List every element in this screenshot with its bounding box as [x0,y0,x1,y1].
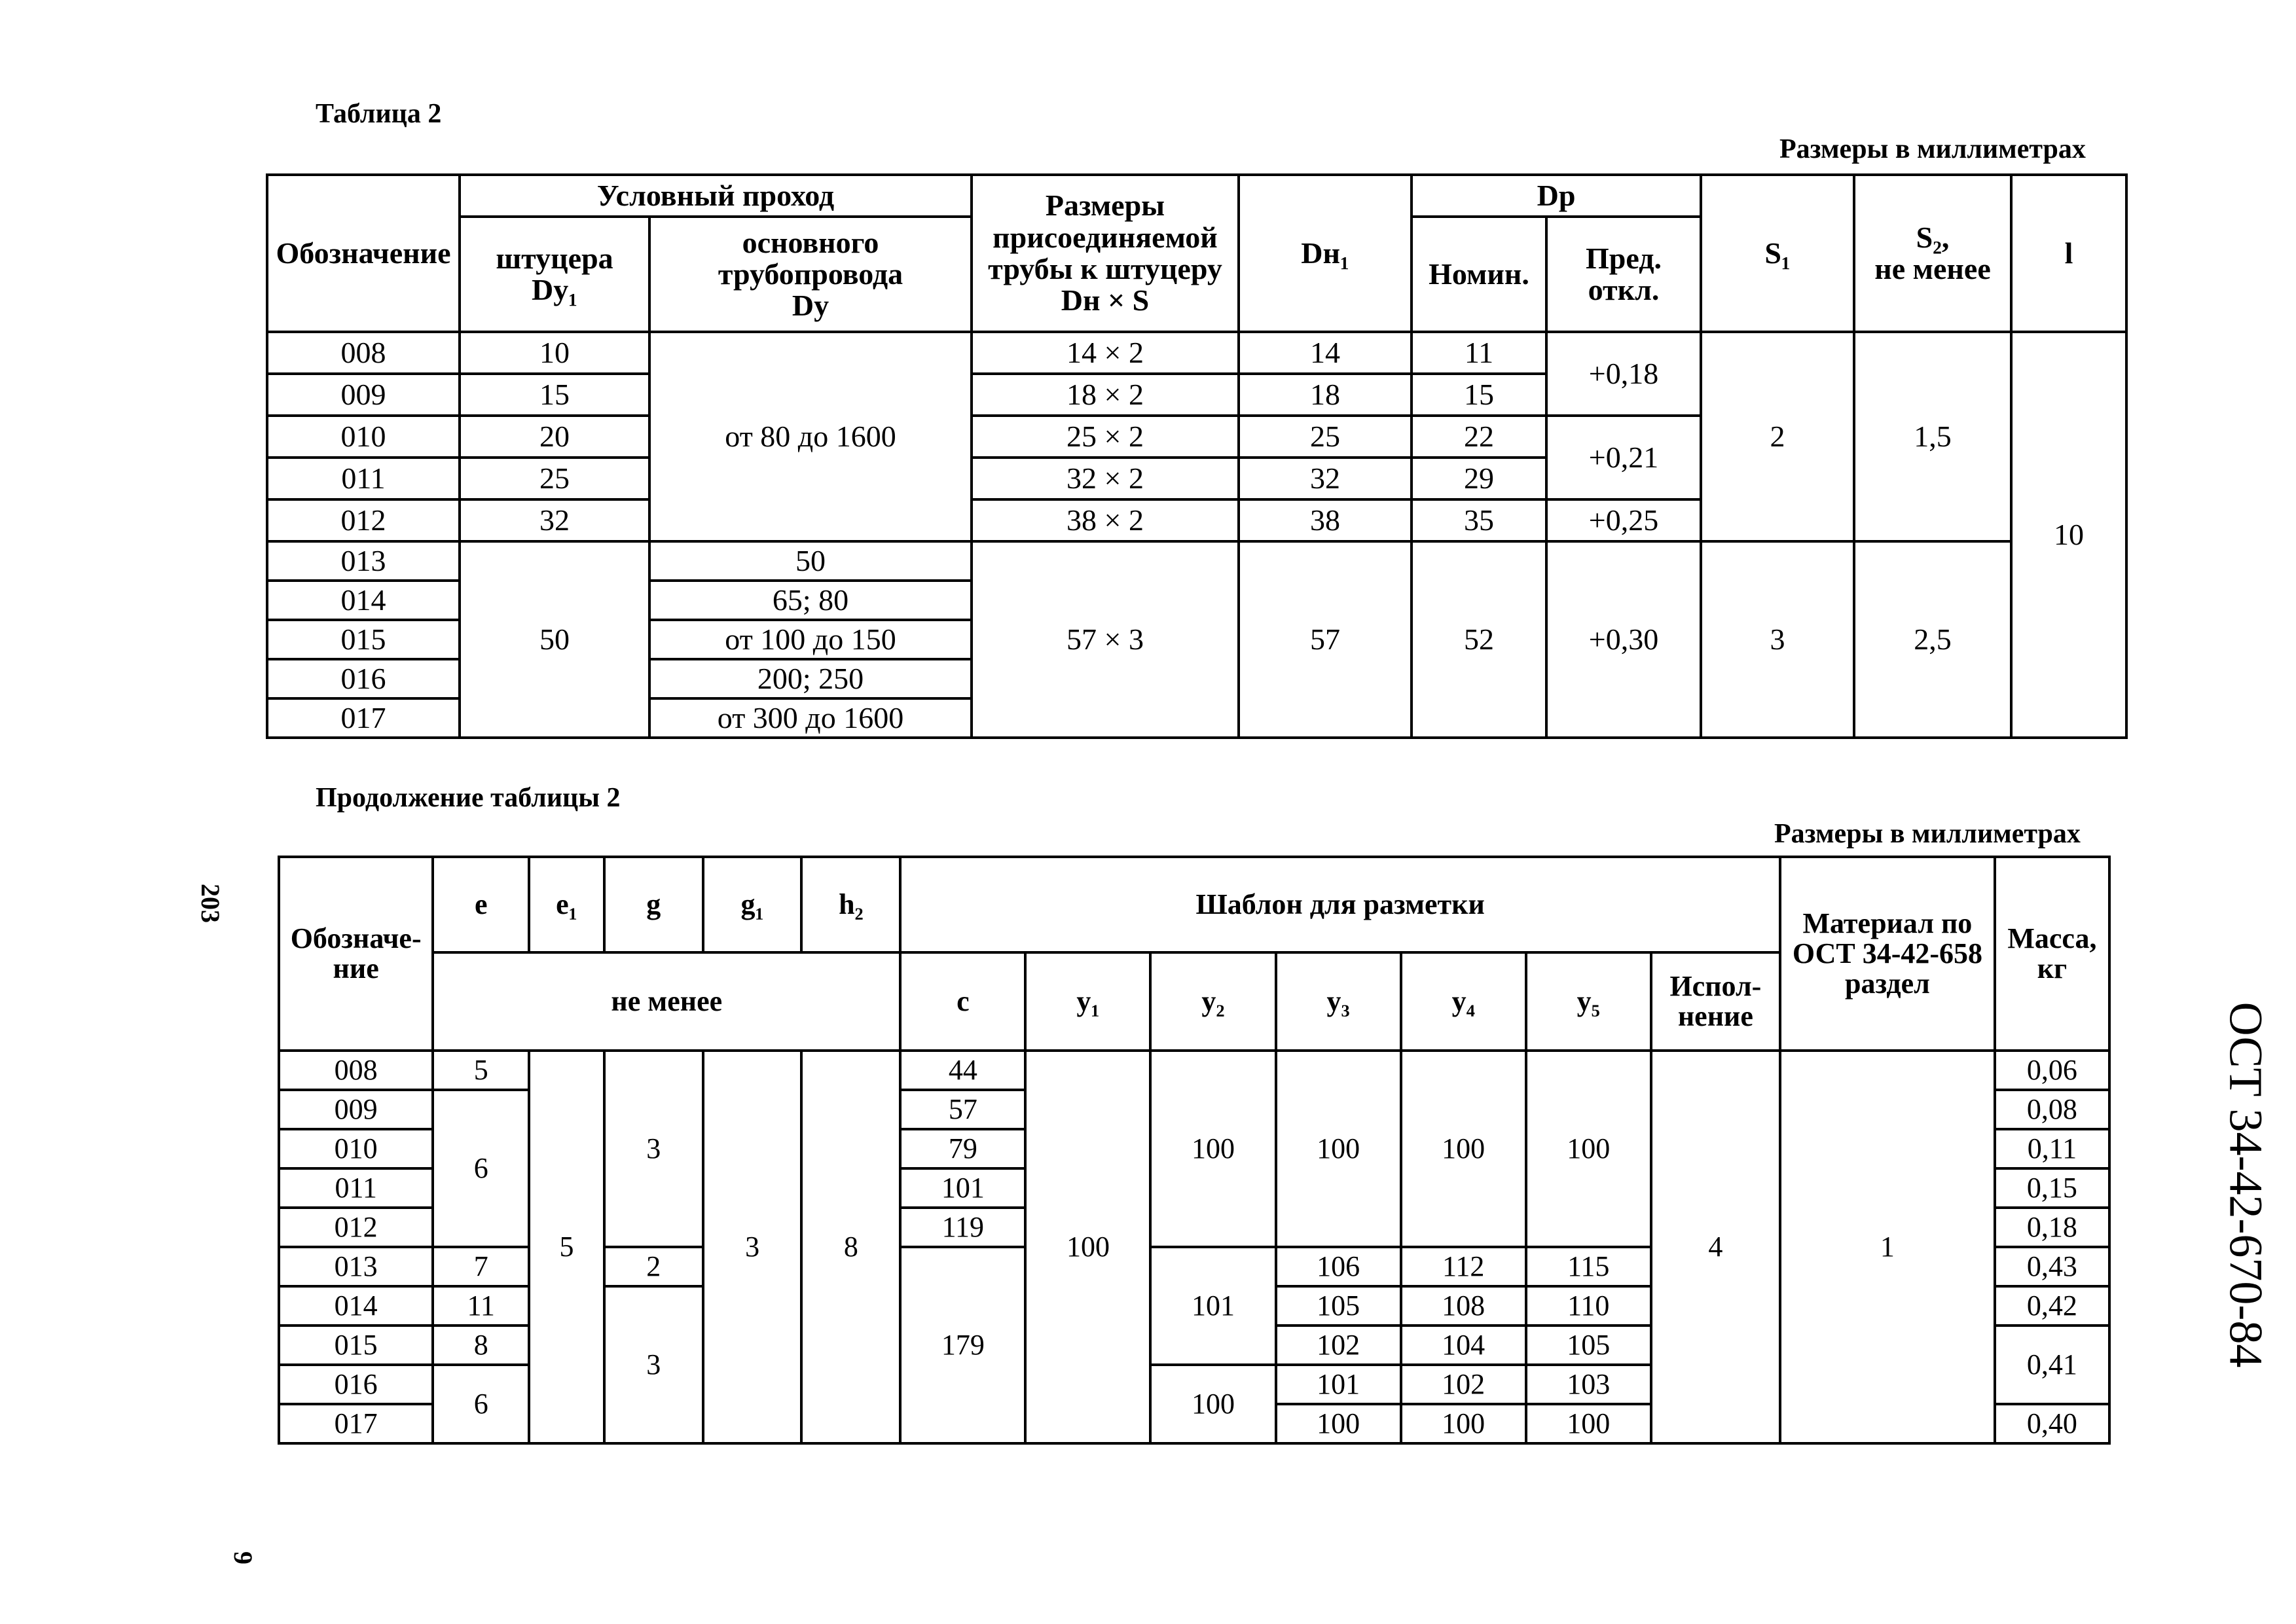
t2-header-y5: y₅ [1526,952,1651,1051]
t2-cell-mass: 0,40 [1995,1404,2109,1443]
table2-title: Продолжение таблицы 2 [316,783,621,813]
t1-cell-s1: 3 [1701,541,1854,738]
t1-cell-s2: 2,5 [1854,541,2011,738]
t2-cell-e: 11 [433,1286,529,1326]
t2-header-g1: g₁ [703,857,802,952]
t1-header-s1: S₁ [1701,175,1854,332]
t2-cell-c: 119 [900,1208,1025,1247]
t1-cell-designation: 016 [267,659,460,698]
t2-cell-y3: 105 [1276,1286,1401,1326]
t2-cell-designation: 008 [279,1051,433,1090]
t2-cell-mass: 0,15 [1995,1168,2109,1208]
t1-cell-dy1: 10 [460,332,649,374]
t1-cell-designation: 012 [267,499,460,541]
t2-cell-designation: 015 [279,1326,433,1365]
t1-cell-dn1: 14 [1239,332,1412,374]
t2-cell-c: 179 [900,1247,1025,1443]
t2-cell-y1: 100 [1025,1051,1150,1443]
t2-header-execution: Испол- нение [1651,952,1780,1051]
t2-cell-e: 8 [433,1326,529,1365]
t2-header-y4: y₄ [1401,952,1526,1051]
t1-header-nom: Номин. [1412,217,1546,332]
t2-cell-g: 3 [604,1051,703,1247]
t2-cell-mass: 0,06 [1995,1051,2109,1090]
t2-header-e1: e₁ [529,857,604,952]
t2-header-designation: Обозначе- ние [279,857,433,1051]
t2-cell-y4: 112 [1401,1247,1526,1286]
t1-header-cond-pass: Условный проход [460,175,972,217]
t2-cell-material: 1 [1780,1051,1995,1443]
t1-cell-tol: +0,21 [1546,416,1701,499]
t2-cell-c: 57 [900,1090,1025,1129]
t2-cell-designation: 014 [279,1286,433,1326]
t1-header-tol: Пред. откл. [1546,217,1701,332]
t2-cell-mass: 0,41 [1995,1326,2109,1404]
t1-header-dp: Dp [1412,175,1701,217]
t2-cell-e: 7 [433,1247,529,1286]
t2-cell-y3: 106 [1276,1247,1401,1286]
document-code: ОСТ 34-42-670-84 [2219,1001,2272,1368]
t1-cell-nom: 35 [1412,499,1546,541]
t2-cell-execution: 4 [1651,1051,1780,1443]
t2-cell-y4: 104 [1401,1326,1526,1365]
t2-cell-mass: 0,18 [1995,1208,2109,1247]
t2-cell-y3: 102 [1276,1326,1401,1365]
t2-cell-y4: 108 [1401,1286,1526,1326]
t2-cell-e: 6 [433,1090,529,1247]
t2-header-y2: y₂ [1150,952,1275,1051]
t1-cell-size: 57 × 3 [972,541,1239,738]
t2-cell-y5: 105 [1526,1326,1651,1365]
t1-cell-dy: от 100 до 150 [649,620,972,659]
t2-cell-mass: 0,08 [1995,1090,2109,1129]
t1-cell-dn1: 38 [1239,499,1412,541]
t2-cell-c: 44 [900,1051,1025,1090]
t1-cell-l: 10 [2011,332,2126,738]
table1-units: Размеры в миллиметрах [1779,134,2086,164]
t1-header-pipe-size: Размеры присоединяемой трубы к штуцеру Dн × S [972,175,1239,332]
t1-cell-nom: 15 [1412,374,1546,416]
t2-cell-y2: 100 [1150,1365,1275,1443]
t2-cell-c: 79 [900,1129,1025,1168]
t1-cell-designation: 011 [267,458,460,499]
t2-cell-y3: 100 [1276,1051,1401,1247]
t1-cell-nom: 11 [1412,332,1546,374]
t1-cell-tol: +0,25 [1546,499,1701,541]
t1-cell-designation: 009 [267,374,460,416]
t2-cell-y5: 103 [1526,1365,1651,1404]
t2-cell-y4: 100 [1401,1404,1526,1443]
t2-cell-designation: 009 [279,1090,433,1129]
t1-cell-dy: от 300 до 1600 [649,698,972,738]
t2-cell-e: 5 [433,1051,529,1090]
t2-cell-y2: 101 [1150,1247,1275,1365]
page-index: 9 [228,1551,258,1564]
t2-header-material: Материал по ОСТ 34-42-658 раздел [1780,857,1995,1051]
t1-cell-tol: +0,30 [1546,541,1701,738]
t1-cell-dy: 65; 80 [649,581,972,620]
t1-cell-designation: 015 [267,620,460,659]
t1-cell-size: 38 × 2 [972,499,1239,541]
t1-cell-size: 18 × 2 [972,374,1239,416]
t1-cell-dy: от 80 до 1600 [649,332,972,541]
t2-cell-y5: 100 [1526,1404,1651,1443]
t1-cell-designation: 013 [267,541,460,581]
t1-cell-dn1: 25 [1239,416,1412,458]
t2-header-c: c [900,952,1025,1051]
t2-cell-y5: 100 [1526,1051,1651,1247]
t1-header-designation: Обозначение [267,175,460,332]
t1-cell-designation: 010 [267,416,460,458]
t2-cell-mass: 0,43 [1995,1247,2109,1286]
t2-cell-mass: 0,11 [1995,1129,2109,1168]
t2-header-not-less: не менее [433,952,900,1051]
t2-cell-designation: 013 [279,1247,433,1286]
t2-cell-h2: 8 [801,1051,900,1443]
page-number: 203 [196,884,225,923]
t2-cell-g: 2 [604,1247,703,1286]
t1-cell-dy1: 50 [460,541,649,738]
t2-cell-e: 6 [433,1365,529,1443]
t1-cell-designation: 017 [267,698,460,738]
t2-cell-designation: 011 [279,1168,433,1208]
t2-cell-y3: 100 [1276,1404,1401,1443]
t1-cell-dn1: 32 [1239,458,1412,499]
t1-cell-dn1: 18 [1239,374,1412,416]
t1-cell-nom: 22 [1412,416,1546,458]
t1-header-main-pipe: основного трубопровода Dy [649,217,972,332]
t1-header-dn1: Dн₁ [1239,175,1412,332]
t2-cell-y4: 100 [1401,1051,1526,1247]
t1-cell-designation: 014 [267,581,460,620]
t2-header-template: Шаблон для разметки [900,857,1780,952]
t2-header-y1: y₁ [1025,952,1150,1051]
t1-header-l: l [2011,175,2126,332]
t2-cell-c: 101 [900,1168,1025,1208]
t2-cell-y4: 102 [1401,1365,1526,1404]
t2-cell-y5: 110 [1526,1286,1651,1326]
table2-units: Размеры в миллиметрах [1774,819,2081,849]
t1-cell-size: 32 × 2 [972,458,1239,499]
t1-cell-tol: +0,18 [1546,332,1701,416]
t2-cell-designation: 012 [279,1208,433,1247]
t1-cell-size: 14 × 2 [972,332,1239,374]
t1-cell-nom: 29 [1412,458,1546,499]
t1-cell-designation: 008 [267,332,460,374]
t1-cell-s2: 1,5 [1854,332,2011,541]
t2-cell-y5: 115 [1526,1247,1651,1286]
t1-cell-s1: 2 [1701,332,1854,541]
t2-cell-g: 3 [604,1286,703,1443]
t2-cell-designation: 017 [279,1404,433,1443]
t2-cell-y2: 100 [1150,1051,1275,1247]
t2-header-y3: y₃ [1276,952,1401,1051]
t2-header-h2: h₂ [801,857,900,952]
t2-cell-e1: 5 [529,1051,604,1443]
t2-cell-g1: 3 [703,1051,802,1443]
table1-title: Таблица 2 [316,99,442,129]
t1-cell-nom: 52 [1412,541,1546,738]
t1-cell-dy1: 32 [460,499,649,541]
t1-cell-size: 25 × 2 [972,416,1239,458]
t2-cell-designation: 010 [279,1129,433,1168]
t1-cell-dy1: 15 [460,374,649,416]
t2-header-e: e [433,857,529,952]
t1-cell-dy: 50 [649,541,972,581]
t1-header-fitting: штуцера Dy₁ [460,217,649,332]
t1-cell-dn1: 57 [1239,541,1412,738]
t1-header-s2: S₂, не менее [1854,175,2011,332]
t1-cell-dy1: 20 [460,416,649,458]
t2-cell-mass: 0,42 [1995,1286,2109,1326]
t2-header-mass: Масса, кг [1995,857,2109,1051]
table1 [266,173,2128,739]
t2-cell-y3: 101 [1276,1365,1401,1404]
t1-cell-dy: 200; 250 [649,659,972,698]
t2-cell-designation: 016 [279,1365,433,1404]
table2 [278,856,2111,1445]
t1-cell-dy1: 25 [460,458,649,499]
t2-header-g: g [604,857,703,952]
